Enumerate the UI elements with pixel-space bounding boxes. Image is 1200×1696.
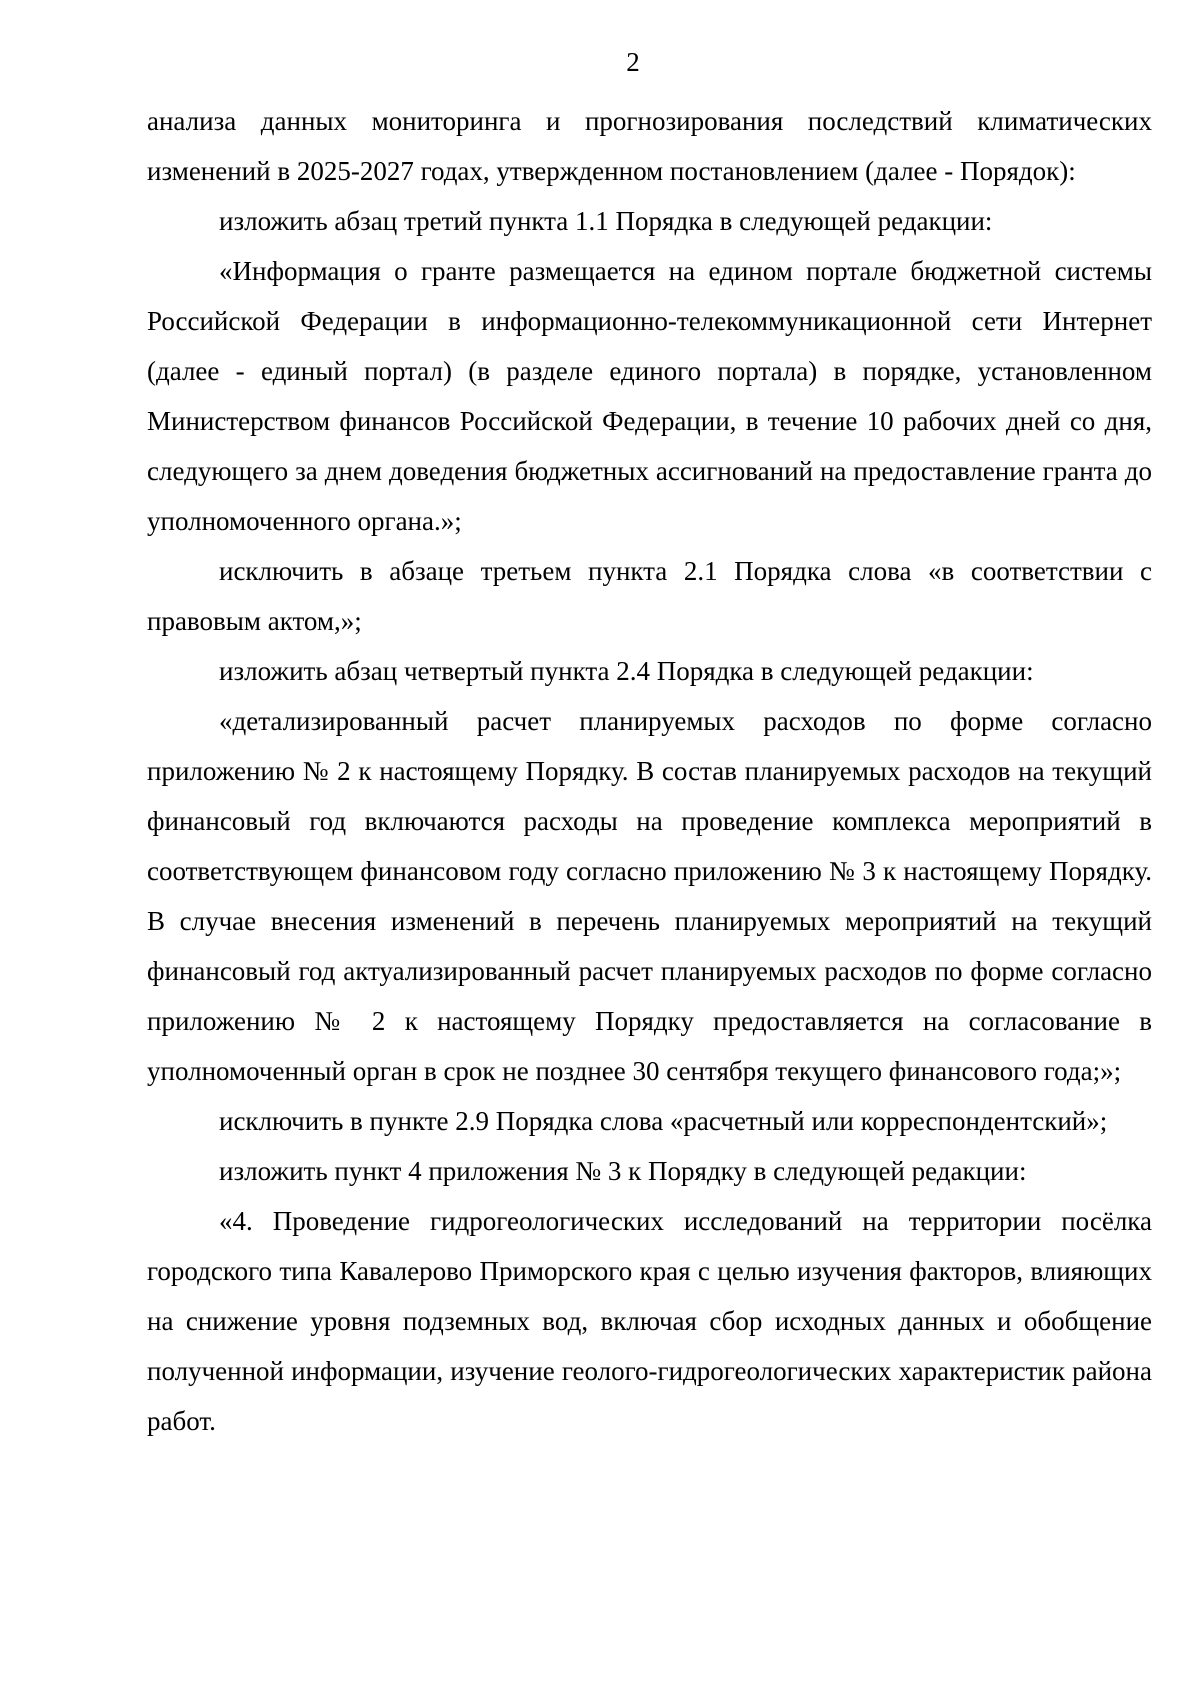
document-body: [147, 96, 1152, 1446]
paragraph-quote-item-4: «4. Проведение гидрогеологических исследований на территории посёлка городского типа Кавалерово Приморского края с целью изучения факторов, влияющих на снижение уровня подземных вод, включая сбор исходных данных и обобщение полученной информации, изучение геолого-гидрогеологических характеристик района работ.: [147, 1206, 1152, 1436]
paragraph-quote-expense-calc: «детализированный расчет планируемых расходов по форме согласно приложению № 2 к настоящему Порядку. В состав планируемых расходов на текущий финансовый год включаются расходы на проведение комплекса мероприятий в соответствующем финансовом году согласно приложению № 3 к настоящему Порядку. В случае внесения изменений в перечень планируемых мероприятий на текущий финансовый год актуализированный расчет планируемых расходов по форме согласно приложению № 2 к настоящему Порядку предоставляется на согласование в уполномоченный орган в срок не позднее 30 сентября текущего финансового года;»;: [147, 706, 1152, 1086]
paragraph-amendment-2-9: исключить в пункте 2.9 Порядка слова «расчетный или корреспондентский»;: [219, 1106, 1108, 1136]
paragraph-amendment-2-1: исключить в абзаце третьем пункта 2.1 Порядка слова «в соответствии с правовым актом,»;: [147, 556, 1152, 636]
paragraph-quote-grant-info: «Информация о гранте размещается на едином портале бюджетной системы Российской Федерации в информационно-телекоммуникационной сети Интернет (далее - единый портал) (в разделе единого портала) в порядке, установленном Министерством финансов Российской Федерации, в течение 10 рабочих дней со дня, следующего за днем доведения бюджетных ассигнований на предоставление гранта до уполномоченного органа.»;: [147, 256, 1152, 536]
paragraph-amendment-2-4: изложить абзац четвертый пункта 2.4 Порядка в следующей редакции:: [219, 656, 1034, 686]
paragraph-continuation: анализа данных мониторинга и прогнозирования последствий климатических изменений в 2025-2027 годах, утвержденном постановлением (далее - Порядок):: [147, 106, 1152, 186]
paragraph-amendment-appendix-3: изложить пункт 4 приложения № 3 к Порядку в следующей редакции:: [219, 1156, 1027, 1186]
paragraph-amendment-1-1: изложить абзац третий пункта 1.1 Порядка в следующей редакции:: [219, 206, 993, 236]
page-number: 2: [626, 47, 640, 77]
